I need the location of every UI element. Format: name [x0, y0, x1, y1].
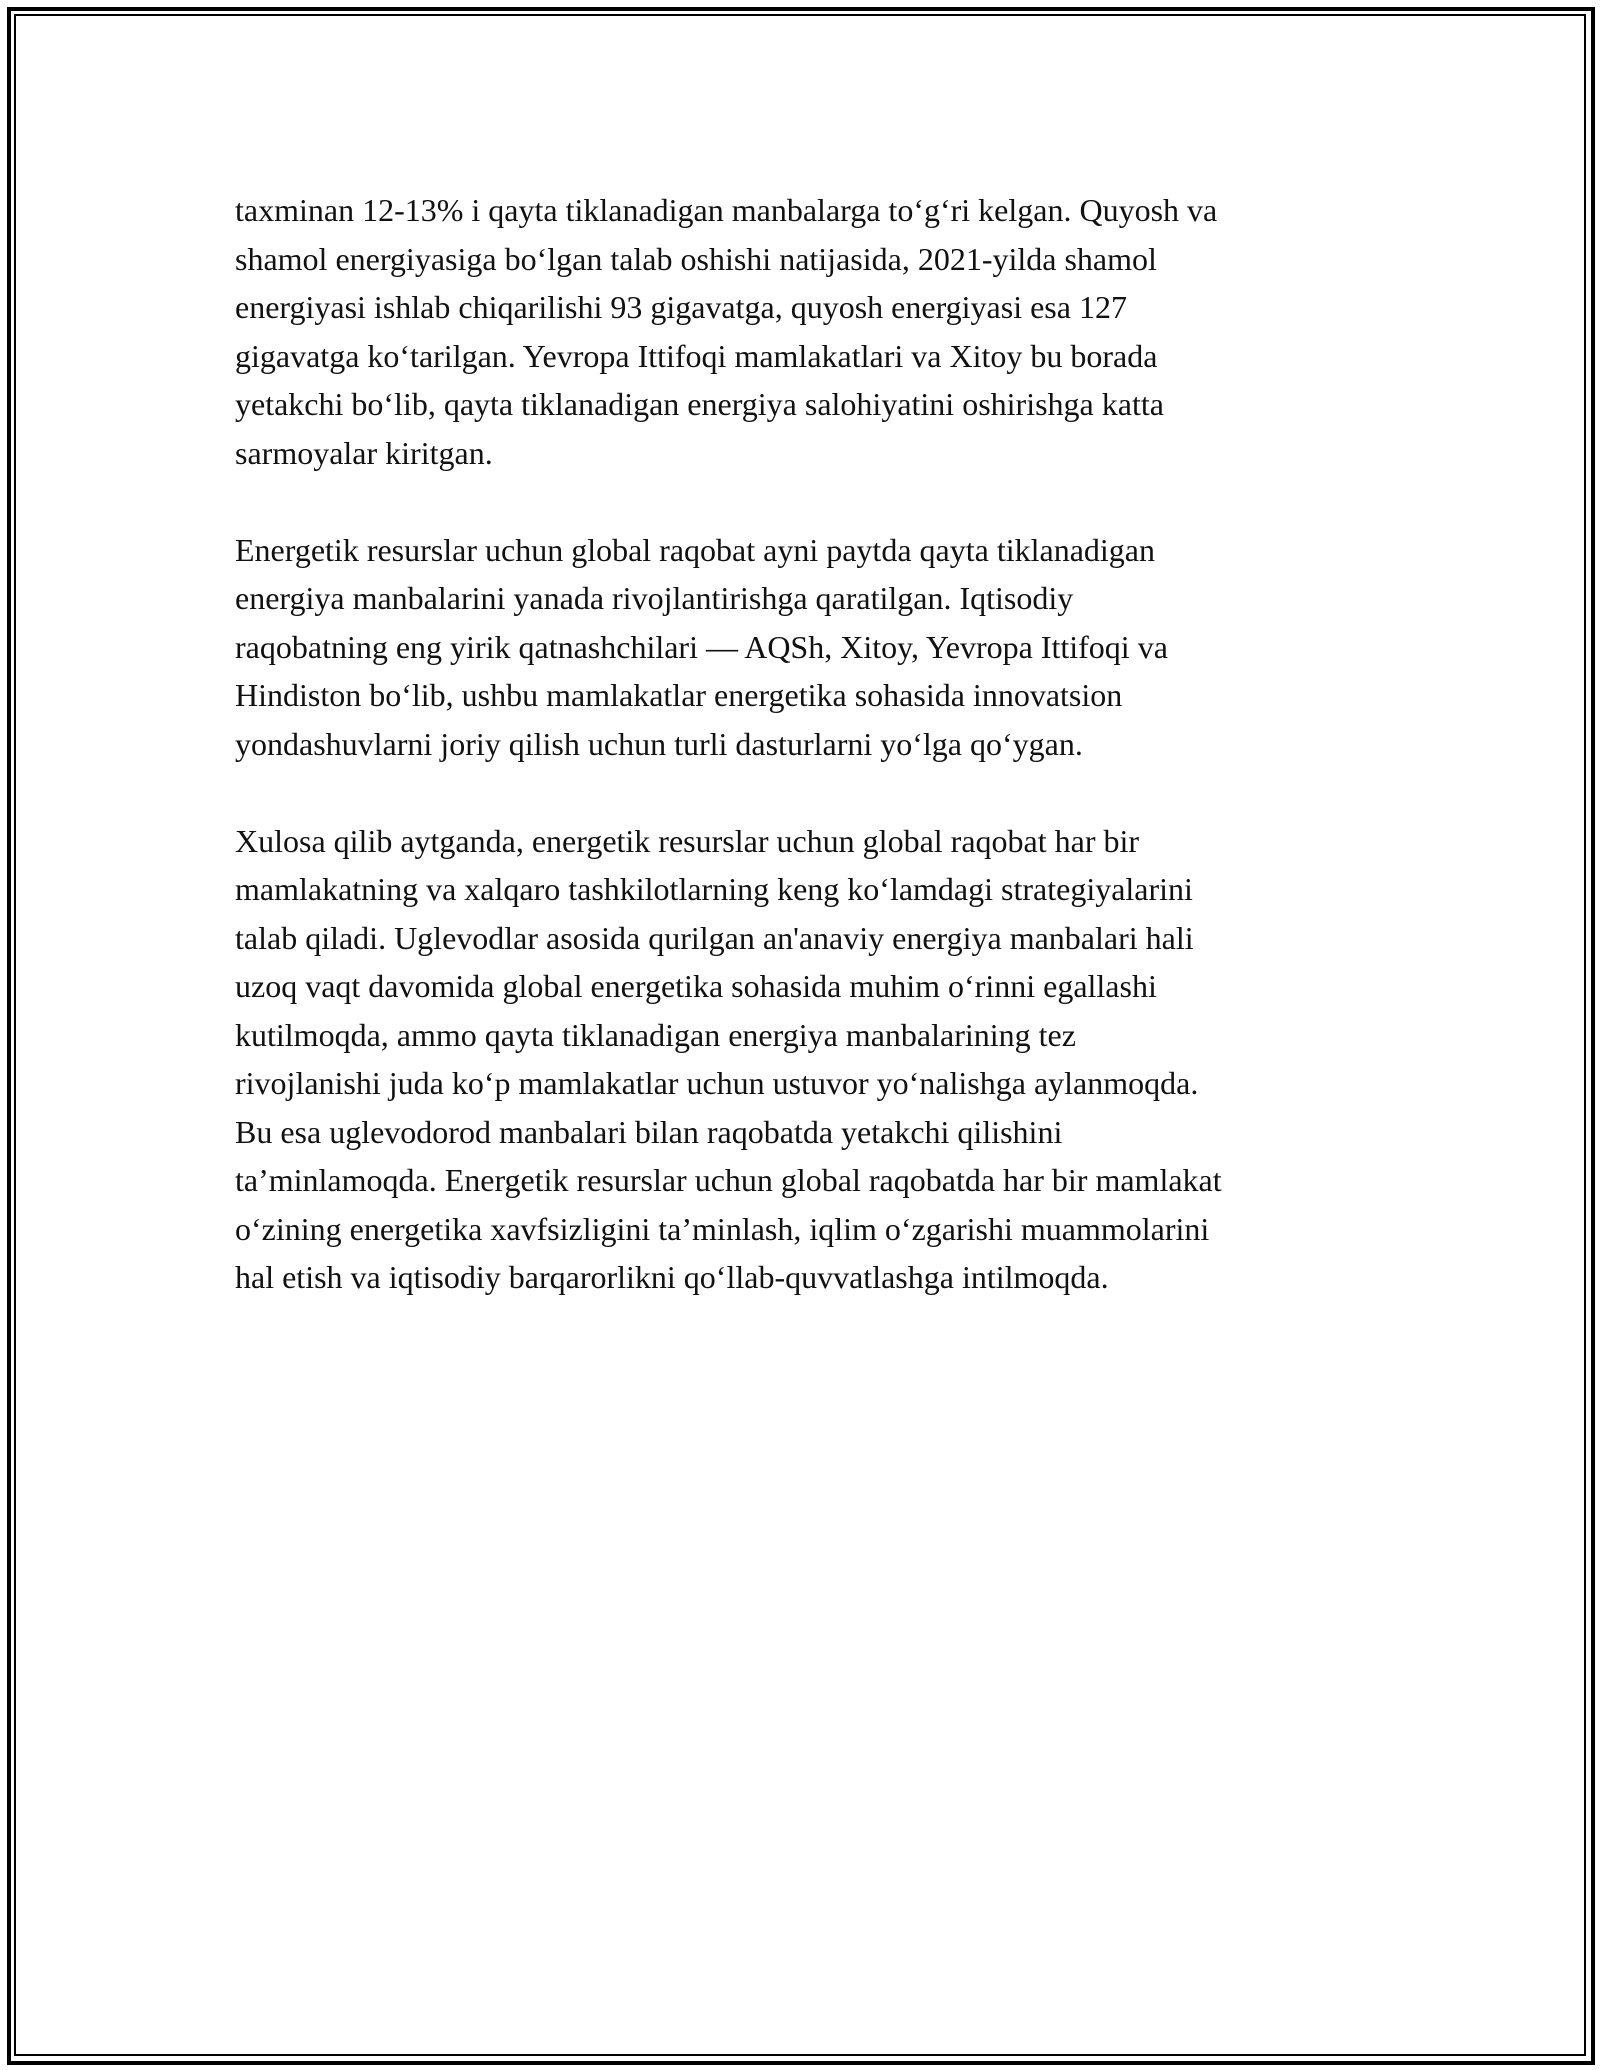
- text-line: yondashuvlarni joriy qilish uchun turli dasturlarni yo‘lga qo‘ygan.: [235, 725, 1083, 762]
- text-line: mamlakatning va xalqaro tashkilotlarning keng ko‘lamdagi strategiyalarini: [235, 871, 1193, 907]
- text-line: talab qiladi. Uglevodlar asosida qurilgan an'anaviy energiya manbalari hali: [235, 919, 1194, 956]
- text-line: shamol energiyasiga bo‘lgan talab oshishi natijasida, 2021-yilda shamol: [235, 240, 1157, 277]
- text-line: Energetik resurslar uchun global raqobat ayni paytda qayta tiklanadigan: [235, 531, 1155, 568]
- paragraph-renewable-statistics: [235, 186, 1375, 477]
- text-line: yetakchi bo‘lib, qayta tiklanadigan energiya salohiyatini oshirishga katta: [235, 386, 1164, 422]
- paragraph-conclusion: [235, 817, 1375, 1302]
- text-line: kutilmoqda, ammo qayta tiklanadigan energiya manbalarining tez: [235, 1016, 1076, 1053]
- text-line: gigavatga ko‘tarilgan. Yevropa Ittifoqi mamlakatlari va Xitoy bu borada: [235, 337, 1158, 374]
- text-line: rivojlanishi juda ko‘p mamlakatlar uchun ustuvor yo‘nalishga aylanmoqda.: [235, 1065, 1199, 1101]
- text-line: o‘zining energetika xavfsizligini ta’minlash, iqlim o‘zgarishi muammolarini: [235, 1210, 1210, 1247]
- text-line: energiya manbalarini yanada rivojlantirishga qaratilgan. Iqtisodiy: [235, 580, 1074, 616]
- text-line: energiyasi ishlab chiqarilishi 93 gigavatga, quyosh energiyasi esa 127: [235, 289, 1127, 325]
- text-line: taxminan 12-13% i qayta tiklanadigan manbalarga to‘g‘ri kelgan. Quyosh va: [235, 192, 1218, 228]
- document-body: [235, 186, 1375, 1350]
- text-line: hal etish va iqtisodiy barqarorlikni qo‘llab-quvvatlashga intilmoqda.: [235, 1259, 1109, 1295]
- text-line: uzoq vaqt davomida global energetika sohasida muhim o‘rinni egallashi: [235, 968, 1157, 1004]
- text-line: Hindiston bo‘lib, ushbu mamlakatlar energetika sohasida innovatsion: [235, 677, 1123, 713]
- text-line: sarmoyalar kiritgan.: [235, 434, 493, 471]
- text-line: Xulosa qilib aytganda, energetik resurslar uchun global raqobat har bir: [235, 822, 1140, 859]
- paragraph-global-competition: [235, 526, 1375, 769]
- text-line: ta’minlamoqda. Energetik resurslar uchun global raqobatda har bir mamlakat: [235, 1162, 1222, 1198]
- text-line: raqobatning eng yirik qatnashchilari — AQSh, Xitoy, Yevropa Ittifoqi va: [235, 628, 1168, 665]
- text-line: Bu esa uglevodorod manbalari bilan raqobatda yetakchi qilishini: [235, 1113, 1063, 1150]
